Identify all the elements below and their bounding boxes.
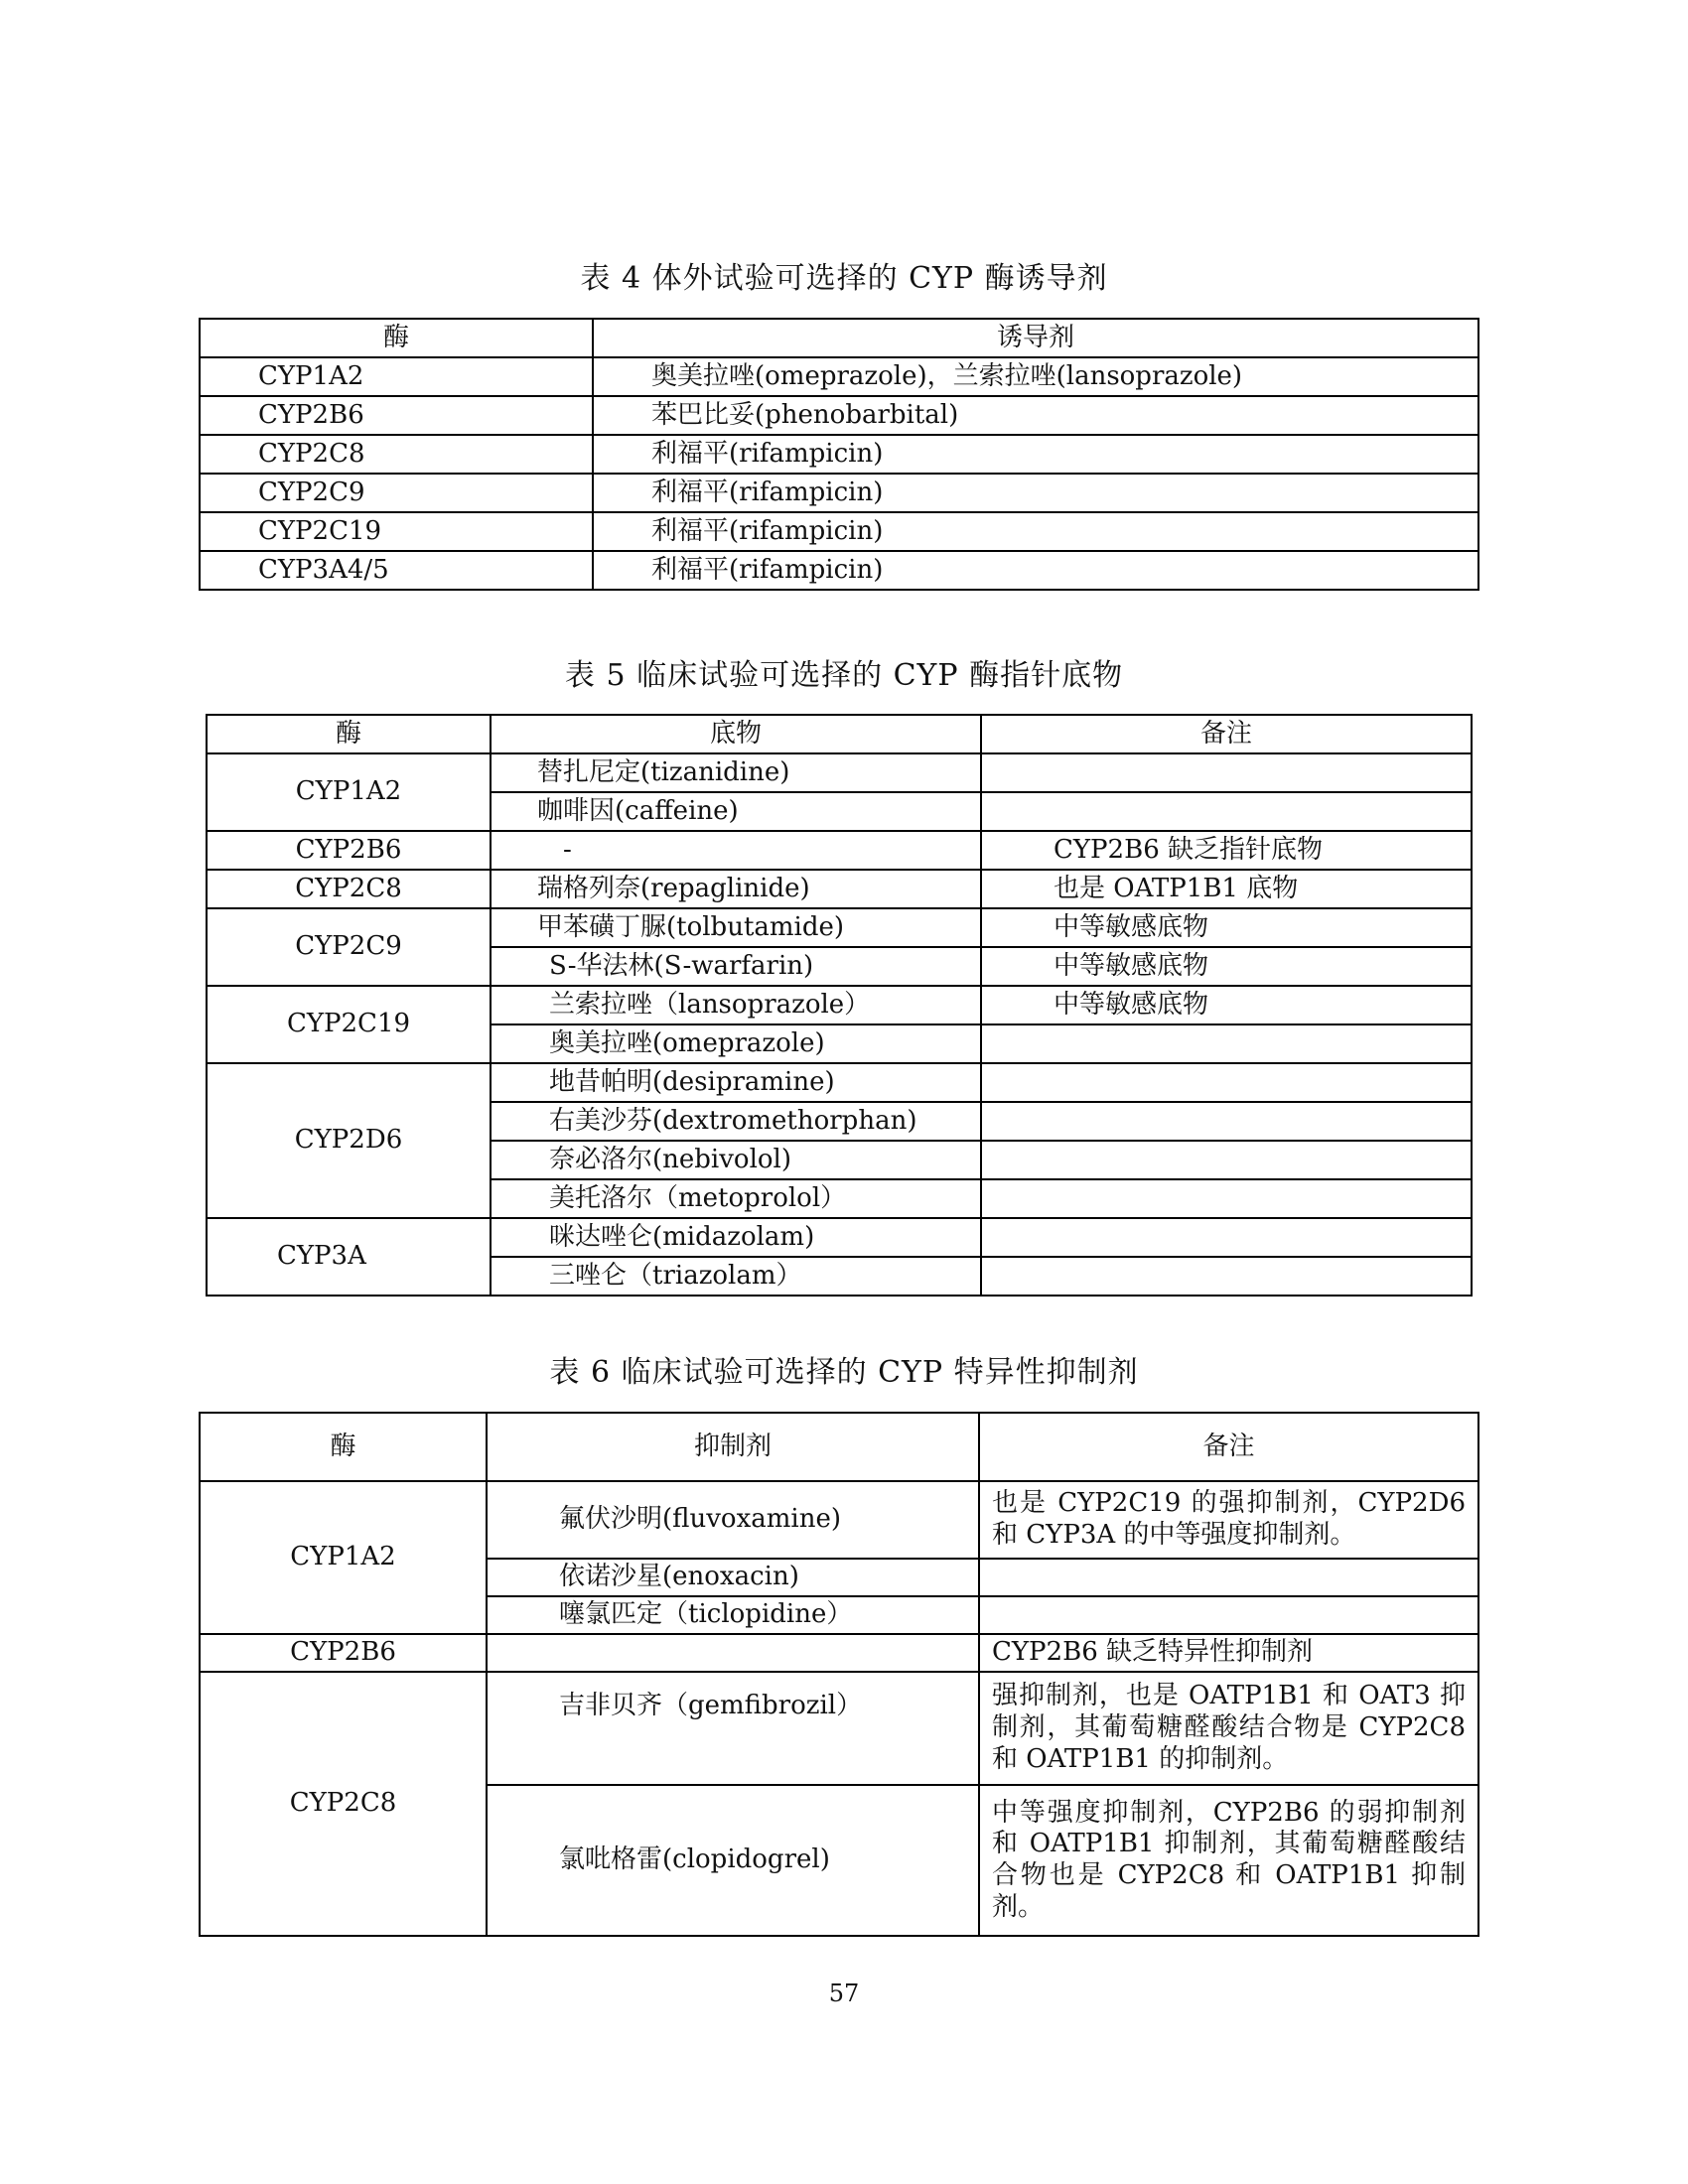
table-row [200, 435, 1478, 474]
inducer-cell: 利福平(rifampicin) [593, 435, 1478, 474]
enzyme-cell: CYP3A4/5 [200, 551, 593, 590]
substrate-cell: 三唑仑（triazolam） [491, 1257, 981, 1296]
enzyme-cell: CYP2C8 [200, 1672, 487, 1936]
header-inhibitor: 抑制剂 [487, 1413, 979, 1481]
remark-cell [981, 1179, 1472, 1218]
table-row [200, 474, 1478, 512]
substrate-cell: 美托洛尔（metoprolol） [491, 1179, 981, 1218]
enzyme-cell: CYP2C9 [207, 908, 491, 986]
substrate-cell: 奥美拉唑(omeprazole) [491, 1024, 981, 1063]
remark-cell [981, 1257, 1472, 1296]
table-row [207, 908, 1472, 947]
inducer-cell: 利福平(rifampicin) [593, 474, 1478, 512]
enzyme-cell: CYP2C19 [207, 986, 491, 1063]
enzyme-cell: CYP2B6 [207, 831, 491, 870]
inducer-cell: 利福平(rifampicin) [593, 512, 1478, 551]
remark-cell: 强抑制剂，也是 OATP1B1 和 OAT3 抑制剂，其葡萄糖醛酸结合物是 CYP2C8 和 OATP1B1 的抑制剂。 [979, 1672, 1478, 1785]
inducer-cell: 利福平(rifampicin) [593, 551, 1478, 590]
table6-caption: 表 6 临床试验可选择的 CYP 特异性抑制剂 [549, 1355, 1139, 1390]
remark-cell [981, 1063, 1472, 1102]
table-row [207, 831, 1472, 870]
remark-cell [979, 1596, 1478, 1634]
enzyme-cell: CYP2C9 [200, 474, 593, 512]
inducer-cell: 苯巴比妥(phenobarbital) [593, 396, 1478, 435]
remark-cell [981, 1141, 1472, 1179]
remark-cell: 中等敏感底物 [981, 908, 1472, 947]
table-row [200, 396, 1478, 435]
table-row [207, 1063, 1472, 1102]
header-enzyme: 酶 [200, 1413, 487, 1481]
inducer-cell: 奥美拉唑(omeprazole)，兰索拉唑(lansoprazole) [593, 357, 1478, 396]
remark-cell [981, 1024, 1472, 1063]
remark-cell: 也是 CYP2C19 的强抑制剂，CYP2D6 和 CYP3A 的中等强度抑制剂。 [979, 1481, 1478, 1559]
inhibitor-cell: 氯吡格雷(clopidogrel) [487, 1785, 979, 1936]
substrate-cell: 瑞格列奈(repaglinide) [491, 870, 981, 908]
table6 [199, 1412, 1479, 1937]
page-number: 57 [828, 1979, 860, 2007]
table-row [200, 1672, 1478, 1785]
table-row [207, 870, 1472, 908]
table-row [207, 753, 1472, 792]
table4-caption: 表 4 体外试验可选择的 CYP 酶诱导剂 [580, 261, 1108, 296]
inhibitor-cell: 氟伏沙明(fluvoxamine) [487, 1481, 979, 1559]
header-inducer: 诱导剂 [593, 319, 1478, 357]
substrate-cell: 替扎尼定(tizanidine) [491, 753, 981, 792]
substrate-cell: 地昔帕明(desipramine) [491, 1063, 981, 1102]
table5 [206, 714, 1473, 1297]
table5-caption: 表 5 临床试验可选择的 CYP 酶指针底物 [564, 658, 1124, 693]
substrate-cell: - [491, 831, 981, 870]
table-row [200, 551, 1478, 590]
table-row [200, 512, 1478, 551]
remark-cell: 也是 OATP1B1 底物 [981, 870, 1472, 908]
enzyme-cell: CYP2B6 [200, 1634, 487, 1672]
substrate-cell: S-华法林(S-warfarin) [491, 947, 981, 986]
remark-cell: CYP2B6 缺乏指针底物 [981, 831, 1472, 870]
table-row [207, 1218, 1472, 1257]
enzyme-cell: CYP1A2 [200, 1481, 487, 1634]
header-remark: 备注 [979, 1413, 1478, 1481]
remark-cell [981, 1102, 1472, 1141]
enzyme-cell: CYP2C8 [207, 870, 491, 908]
table-row [200, 1481, 1478, 1559]
remark-cell [981, 1218, 1472, 1257]
enzyme-cell: CYP1A2 [200, 357, 593, 396]
substrate-cell: 甲苯磺丁脲(tolbutamide) [491, 908, 981, 947]
table4 [199, 318, 1479, 591]
enzyme-cell: CYP2C8 [200, 435, 593, 474]
remark-cell: 中等敏感底物 [981, 947, 1472, 986]
enzyme-cell: CYP2B6 [200, 396, 593, 435]
remark-cell: CYP2B6 缺乏特异性抑制剂 [979, 1634, 1478, 1672]
inhibitor-cell: 依诺沙星(enoxacin) [487, 1559, 979, 1596]
remark-cell: 中等敏感底物 [981, 986, 1472, 1024]
remark-cell [979, 1559, 1478, 1596]
table-row [200, 357, 1478, 396]
enzyme-cell: CYP2D6 [207, 1063, 491, 1218]
enzyme-cell: CYP1A2 [207, 753, 491, 831]
table-row [200, 1634, 1478, 1672]
header-substrate: 底物 [491, 715, 981, 753]
inhibitor-cell [487, 1634, 979, 1672]
remark-cell: 中等强度抑制剂，CYP2B6 的弱抑制剂和 OATP1B1 抑制剂，其葡萄糖醛酸结合物也是 CYP2C8 和 OATP1B1 抑制剂。 [979, 1785, 1478, 1936]
substrate-cell: 右美沙芬(dextromethorphan) [491, 1102, 981, 1141]
enzyme-cell: CYP3A [207, 1218, 491, 1296]
table-row [207, 986, 1472, 1024]
substrate-cell: 奈必洛尔(nebivolol) [491, 1141, 981, 1179]
inhibitor-cell: 吉非贝齐（gemfibrozil） [487, 1672, 979, 1785]
header-enzyme: 酶 [207, 715, 491, 753]
remark-cell [981, 753, 1472, 792]
remark-cell [981, 792, 1472, 831]
enzyme-cell: CYP2C19 [200, 512, 593, 551]
header-enzyme: 酶 [200, 319, 593, 357]
substrate-cell: 兰索拉唑（lansoprazole） [491, 986, 981, 1024]
header-remark: 备注 [981, 715, 1472, 753]
inhibitor-cell: 噻氯匹定（ticlopidine） [487, 1596, 979, 1634]
substrate-cell: 咖啡因(caffeine) [491, 792, 981, 831]
substrate-cell: 咪达唑仑(midazolam) [491, 1218, 981, 1257]
